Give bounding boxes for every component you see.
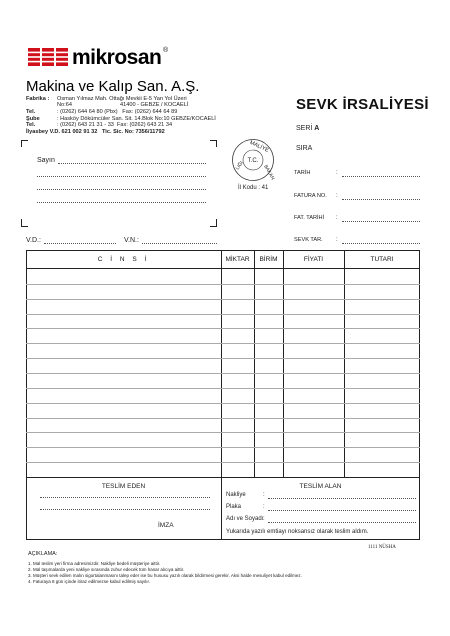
nakliye-field[interactable] xyxy=(268,498,416,499)
sube-label: Şube xyxy=(26,116,40,122)
svg-text:LIĞI: LIĞI xyxy=(235,160,245,172)
table-row-divider xyxy=(26,284,420,285)
aciklama-label: AÇIKLAMA: xyxy=(28,551,58,557)
teslim-eden-line2[interactable] xyxy=(40,509,210,510)
vn-field[interactable] xyxy=(142,243,217,244)
sira-label: SIRA xyxy=(296,145,313,152)
table-row-divider xyxy=(26,314,420,315)
fabrika-address-line2: No:64 xyxy=(57,102,72,108)
vn-label: V.N.: xyxy=(124,237,139,244)
note-item: 4. Faturaya 8 gün içinde itiraz edilmezse kabul edilmiş sayılır. xyxy=(28,578,151,584)
seri-label: SERİ xyxy=(296,125,313,132)
teslim-eden-label: TESLİM EDEN xyxy=(101,483,146,490)
fat-tarihi-field[interactable] xyxy=(342,221,420,222)
table-row-divider xyxy=(26,462,420,463)
column-header-fiyati: FİYATI xyxy=(303,256,324,263)
fat-tarihi-label: FAT. TARİHİ xyxy=(294,215,325,221)
tax-info: İlyasbey V.D. 621 002 91 32 Tic. Sic. No: 7356/11792 xyxy=(26,129,165,135)
fat-tarihi-colon: : xyxy=(336,215,338,221)
sayin-label: Sayın xyxy=(37,157,55,164)
customer-address-line2[interactable] xyxy=(37,189,206,190)
adi-soyadi-label: Adı ve Soyadı xyxy=(226,516,264,522)
ministry-seal-icon xyxy=(231,138,275,182)
column-header-birim: BİRİM xyxy=(259,256,278,263)
table-row-divider xyxy=(26,447,420,448)
nakliye-label: Nakliye xyxy=(226,492,246,498)
nusha-label: 1111 NÜSHA xyxy=(368,545,396,550)
document-title: SEVK İRSALİYESİ xyxy=(296,96,429,113)
il-kodu: İl Kodu : 41 xyxy=(238,185,269,191)
note-item: 1. Mal teslim yeri firma adresimizdir. Nakliye bedeli müşteriye aittir. xyxy=(28,560,161,566)
vd-label: V.D.: xyxy=(26,237,41,244)
imza-label: İMZA xyxy=(158,522,174,529)
svg-text:MALİYE: MALİYE xyxy=(248,139,270,154)
fatura-no-colon: : xyxy=(336,193,338,199)
sevk-tar-colon: : xyxy=(336,237,338,243)
teslim-alan-label: TESLİM ALAN xyxy=(299,483,342,490)
svg-text:BAKAN: BAKAN xyxy=(262,164,275,182)
fabrika-address-line1: Osman Yılmaz Mah. Ottağı Mevkii E-5 Yan Yol Üzeri xyxy=(57,96,187,102)
table-row-divider xyxy=(26,328,420,329)
fatura-no-field[interactable] xyxy=(342,199,420,200)
plaka-label: Plaka xyxy=(226,504,242,510)
tarih-colon: : xyxy=(336,170,338,176)
company-name: Makina ve Kalıp San. A.Ş. xyxy=(26,78,200,95)
notes-section xyxy=(28,552,302,585)
column-header-tutari: TUTARI xyxy=(370,256,394,263)
fabrika-address-line3: 41400 - GEBZE / KOCAELİ xyxy=(120,102,189,108)
tel2-label: Tel. xyxy=(26,122,36,128)
table-row-divider xyxy=(26,403,420,404)
brand-logo-text: mikrosan xyxy=(72,46,162,69)
plaka-colon: : xyxy=(263,504,265,510)
table-row-divider xyxy=(26,343,420,344)
customer-address-line1[interactable] xyxy=(37,176,206,177)
adi-soyadi-colon: : xyxy=(263,516,265,522)
svg-text:T.C.: T.C. xyxy=(247,158,259,164)
note-item: 2. Mal taşımalarda yeni nakliye sırasında zuhur edecek tüm hasar alıcıya aittir. xyxy=(28,566,185,572)
sevk-tar-field[interactable] xyxy=(342,243,420,244)
table-row-divider xyxy=(26,388,420,389)
fatura-no-label: FATURA NO. xyxy=(294,193,327,199)
customer-address-line3[interactable] xyxy=(37,202,206,203)
adi-soyadi-field[interactable] xyxy=(268,522,416,523)
nakliye-colon: : xyxy=(263,492,265,498)
sube-address: : Hasköy Dökümcüler San. Sit. 14.Blok No:10 GEBZE/KOCAELİ xyxy=(57,116,216,122)
mikrosan-logo-icon xyxy=(28,48,68,66)
column-header-cinsi: C İ N S İ xyxy=(97,256,150,263)
column-header-miktar: MİKTAR xyxy=(225,256,250,263)
table-row-divider xyxy=(26,299,420,300)
note-item: 3. Müşteri sevk edilen malın sigortalanmasını talep eder ise bu hususu yazılı olarak bildirmesi gerekir. Aksi halde mesuliyet kabul edilmez. xyxy=(28,572,302,578)
table-row-divider xyxy=(26,432,420,433)
tel2-value: : (0262) 643 21 31 - 33 Fax: (0262) 643 21 34 xyxy=(57,122,173,128)
registered-mark: ® xyxy=(163,47,169,54)
plaka-field[interactable] xyxy=(268,510,416,511)
tel1-label: Tel. xyxy=(26,109,36,115)
table-row-divider xyxy=(26,373,420,374)
sevk-tar-label: SEVK TAR. xyxy=(294,237,323,243)
tel1-value: : (0262) 644 64 80 (Pbx) Fax: (0262) 644 64 89 xyxy=(57,109,178,115)
tarih-label: TARİH xyxy=(294,170,311,176)
vd-field[interactable] xyxy=(44,243,116,244)
customer-name-line[interactable] xyxy=(58,163,206,164)
table-row-divider xyxy=(26,418,420,419)
seri-value: A xyxy=(314,125,320,132)
confirmation-text: Yukarıda yazılı emtiayı noksansız olarak teslim aldım. xyxy=(226,529,369,535)
tarih-field[interactable] xyxy=(342,176,420,177)
table-row-divider xyxy=(26,358,420,359)
fabrika-label: Fabrika : xyxy=(26,96,50,102)
teslim-eden-line1[interactable] xyxy=(40,497,210,498)
